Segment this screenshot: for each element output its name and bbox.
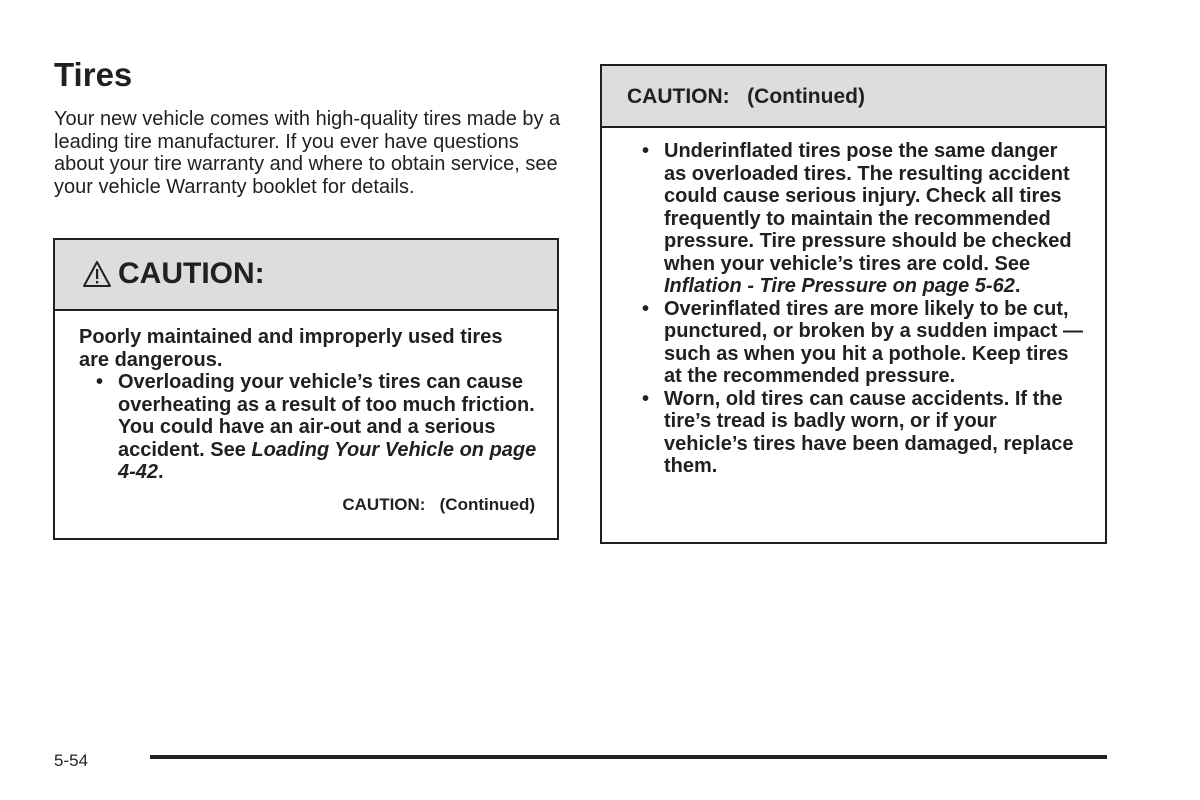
intro-paragraph: Your new vehicle comes with high-quality tires made by a leading tire manufacturer. If you ever have questions about your tire warranty and where to obtain service, see your vehicle Warranty booklet for details. — [54, 108, 561, 198]
list-item — [96, 371, 537, 484]
bullet-text: Overinflated tires are more likely to be cut, punctured, or broken by a sudden impact — such as when you hit a pothole. Keep tires at the recommended pressure. — [664, 297, 1083, 387]
caution-title-row — [82, 256, 265, 292]
caution-box-body — [55, 311, 557, 484]
list-item — [642, 140, 1085, 298]
caution-continued-body — [602, 128, 1105, 478]
list-item — [642, 388, 1085, 478]
cross-reference: Inflation - Tire Pressure on page 5-62 — [664, 275, 1015, 297]
bullet-mark: • — [642, 140, 650, 162]
warning-triangle-icon — [82, 260, 112, 288]
caution-title: CAUTION: — [118, 257, 265, 290]
page-title: Tires — [54, 56, 133, 93]
caution-continued-box — [600, 64, 1107, 544]
cross-reference: Loading Your Vehicle on page 4-42 — [118, 438, 537, 483]
bullet-end: . — [158, 461, 164, 483]
caution-continued-header — [602, 66, 1105, 128]
caution-continued-bullet-list — [642, 140, 1085, 478]
list-item — [642, 298, 1085, 388]
bullet-text: Worn, old tires can cause accidents. If the tire’s tread is badly worn, or if your vehicle’s tires have been damaged, replace them. — [664, 387, 1074, 477]
caution-box-header — [55, 240, 557, 311]
bullet-mark: • — [96, 371, 104, 393]
caution-bullet-list — [79, 371, 537, 484]
bullet-text: Underinflated tires pose the same danger as overloaded tires. The resulting accident could cause serious injury. Check all tires frequently to maintain the recommended pressure. Tire pressure should be checked when your vehicle’s tires are cold. See — [664, 140, 1072, 275]
caution-continued-label: CAUTION: (Continued) — [342, 495, 535, 514]
bullet-text: Overloading your vehicle’s tires can cause overheating as a result of too much friction. You could have an air-out and a serious accident. See — [118, 371, 535, 461]
caution-lead: Poorly maintained and improperly used tires are dangerous. — [79, 326, 503, 371]
bullet-mark: • — [642, 387, 650, 410]
page-number: 5-54 — [54, 751, 89, 770]
bullet-end: . — [1014, 275, 1021, 297]
caution-continued-title: CAUTION: (Continued) — [627, 85, 865, 108]
bullet-mark: • — [642, 297, 650, 320]
footer-rule — [150, 755, 1107, 759]
caution-box — [53, 238, 559, 540]
